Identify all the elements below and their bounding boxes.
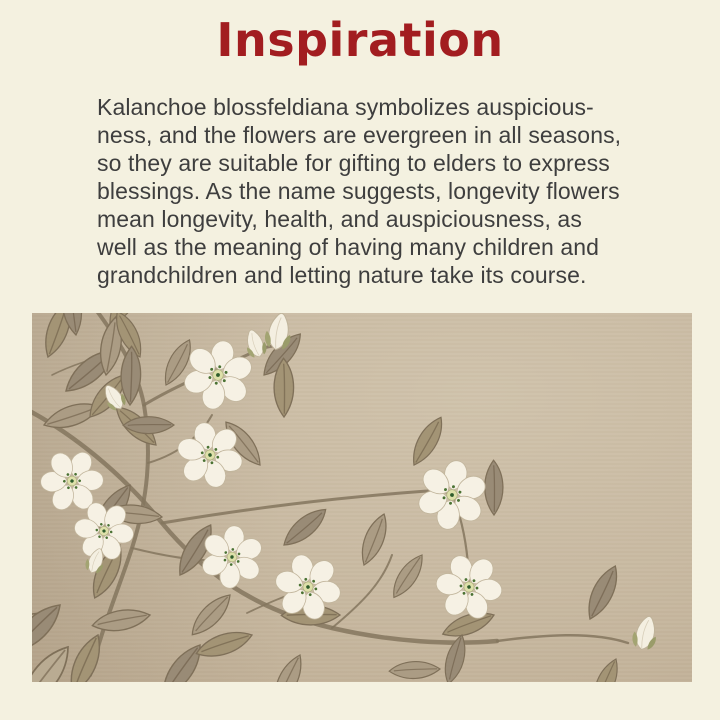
page-title: Inspiration (216, 13, 504, 67)
intro-line: well as the meaning of having many children and (97, 234, 600, 260)
blossom-painting-svg (32, 313, 692, 682)
painting-image (32, 313, 692, 682)
intro-line: Kalanchoe blossfeldiana symbolizes auspicious- (97, 94, 594, 120)
intro-line: ness, and the flowers are evergreen in all seasons, (97, 122, 622, 148)
intro-line: blessings. As the name suggests, longevity flowers (97, 178, 620, 204)
intro-line: grandchildren and letting nature take its course. (97, 262, 587, 288)
intro-line: so they are suitable for gifting to elders to express (97, 150, 610, 176)
intro-line: mean longevity, health, and auspiciousness, as (97, 206, 582, 232)
intro-paragraph (97, 93, 657, 289)
